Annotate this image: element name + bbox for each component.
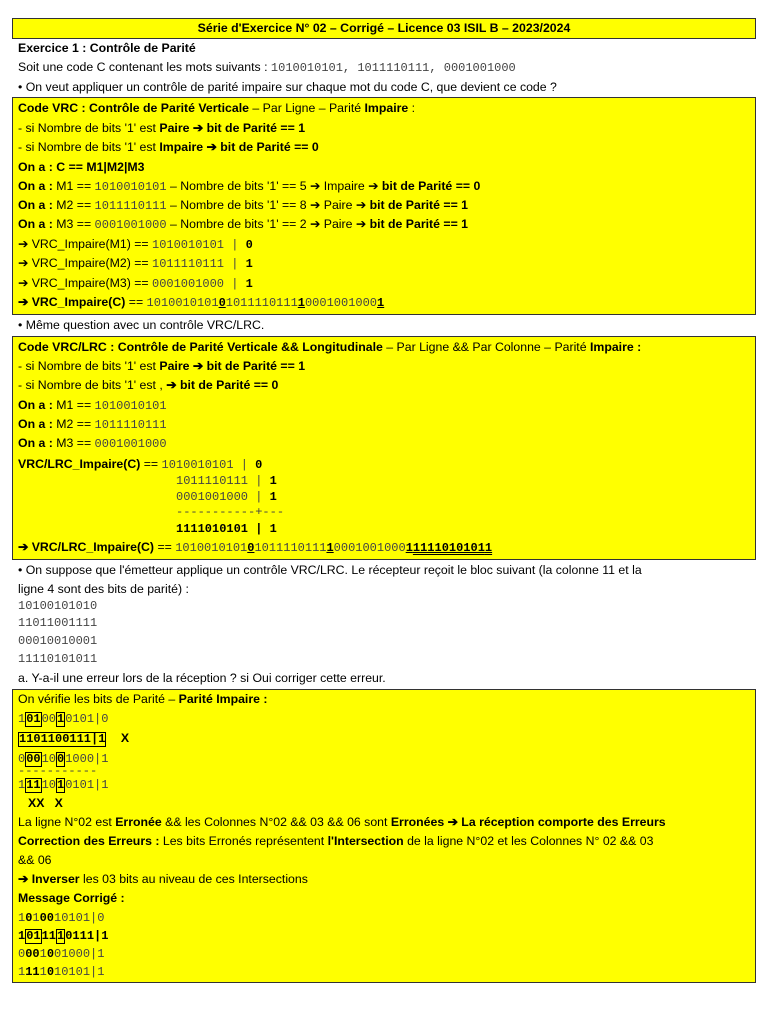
vrc-title-rest: – Par Ligne – Parité	[248, 101, 365, 115]
code-part: 1111010101	[412, 541, 485, 555]
vrc-code-def	[18, 158, 144, 177]
code-part: 0001001000	[304, 296, 377, 310]
vrc-title-bold: Code VRC : Contrôle de Parité Verticale	[18, 101, 249, 115]
check-row-1: 1010010101|0	[18, 712, 109, 726]
m1-count: – Nombre de bits '1' == 5 ➔ Impaire ➔	[166, 179, 382, 193]
lrc-title	[18, 338, 641, 357]
vrc-title-tail: Impaire	[364, 101, 409, 115]
correction-line	[18, 832, 653, 851]
rule-value: == 1	[277, 121, 306, 135]
matrix-label: VRC/LRC_Impaire(C)	[18, 457, 141, 471]
lrc-title-rest: – Par Ligne && Par Colonne – Parité	[382, 340, 590, 354]
parity-bit: 1	[405, 541, 413, 555]
block-row-3: 00010010001	[18, 634, 98, 648]
lrc-m1	[18, 396, 167, 415]
result-bit: 1	[245, 277, 253, 291]
corrected-row-4: 1111010101|1	[18, 965, 105, 979]
vrc-m2-line	[18, 196, 468, 215]
verify-text: On vérifie les bits de Parité –	[18, 692, 179, 706]
error-mark-row: X	[120, 731, 130, 745]
m1-bit: == 0	[452, 179, 481, 193]
result-value: 0001001000 |	[152, 277, 246, 291]
lrc-title-bold: Code VRC/LRC : Contrôle de Parité Verticale && Longitudinale	[18, 340, 383, 354]
m3-value: 0001001000	[94, 218, 167, 232]
check-separator: -----------	[18, 764, 98, 778]
check-row-3: 0001001000|1	[18, 752, 109, 766]
m1-label: M1 ==	[56, 179, 95, 193]
result-label: ➔ VRC/LRC_Impaire(C)	[18, 540, 155, 554]
conclusion-result: ➔ La réception comporte des Erreurs	[444, 815, 666, 829]
correction-text: Les bits Erronés représentent	[162, 834, 328, 848]
ona-label: On a :	[18, 436, 57, 450]
question-3-cont: ligne 4 sont des bits de parité) :	[18, 582, 189, 596]
m2-label: M2 ==	[56, 417, 95, 431]
m2-value: 1011110111	[94, 199, 167, 213]
message-corrected-label: Message Corrigé :	[18, 891, 125, 905]
result-label: ➔ VRC_Impaire(M2) ==	[18, 256, 152, 270]
vrc-result-m3	[18, 274, 253, 293]
verify-line	[18, 690, 267, 709]
rule-text: - si Nombre de bits '1' est	[18, 140, 160, 154]
rule-text: - si Nombre de bits '1' est ,	[18, 378, 167, 392]
m2-result: bit de Parité	[369, 198, 440, 212]
lrc-final	[18, 538, 492, 557]
question-a: a. Y-a-il une erreur lors de la réception ? si Oui corriger cette erreur.	[18, 671, 386, 685]
code-part: 1010010101	[146, 296, 219, 310]
vrc-m3-line	[18, 215, 468, 234]
ona-label: On a :	[18, 217, 57, 231]
vrc-rule-1	[18, 119, 305, 138]
correction-label: Correction des Erreurs :	[18, 834, 163, 848]
ona-label: On a :	[18, 417, 57, 431]
lrc-title-tail: Impaire :	[589, 340, 642, 354]
code-part: 1011110111	[254, 541, 327, 555]
check-row-2: 1101100111|1 X	[19, 731, 130, 746]
m3-label: M3 ==	[56, 436, 95, 450]
result-label: ➔ VRC_Impaire(C)	[18, 295, 126, 309]
m3-result: bit de Parité	[369, 217, 440, 231]
rule-result: ➔ bit de Parité	[189, 121, 278, 135]
rule-result: ➔ bit de Parité	[189, 359, 278, 373]
block-row-1: 10100101010	[18, 599, 98, 613]
lrc-rule-1	[18, 357, 305, 376]
parity-bit: 0	[218, 296, 226, 310]
vrc-title	[18, 99, 415, 118]
intro-line	[18, 58, 516, 77]
rule-text: - si Nombre de bits '1' est	[18, 359, 160, 373]
question-1: • On veut appliquer un contrôle de parité impaire sur chaque mot du code C, que devient ce code ?	[18, 80, 557, 94]
lrc-matrix-row-4: 1111010101 | 1	[176, 522, 277, 536]
matrix-parity: 1	[269, 490, 277, 504]
page-title: Série d'Exercice N° 02 – Corrigé – Licence 03 ISIL B – 2023/2024	[12, 18, 756, 39]
result-bit: 0	[245, 238, 253, 252]
check-row-4: 1111010101|1	[18, 778, 109, 792]
question-3: • On suppose que l'émetteur applique un contrôle VRC/LRC. Le récepteur reçoit le bloc suivant (la colonne 11 et la	[18, 563, 642, 577]
result-label: ➔ VRC_Impaire(M3) ==	[18, 276, 152, 290]
vrc-m1-line	[18, 177, 480, 196]
m1-label: M1 ==	[56, 398, 95, 412]
m3-count: – Nombre de bits '1' == 2 ➔ Paire ➔	[166, 217, 370, 231]
ona-label: On a :	[18, 179, 57, 193]
corrected-row-3: 0001001000|1	[18, 947, 105, 961]
matrix-eq: ==	[140, 457, 162, 471]
block-row-2: 11011001111	[18, 616, 98, 630]
correction-line-cont: && 06	[18, 853, 52, 867]
ona-label: On a :	[18, 398, 57, 412]
conclusion-cols: && les Colonnes N°02 && 03 && 06 sont	[161, 815, 391, 829]
parity-bit: 1	[377, 296, 385, 310]
question-2: • Même question avec un contrôle VRC/LRC.	[18, 318, 265, 332]
rule-value: == 0	[250, 378, 279, 392]
matrix-parity: 1	[269, 474, 277, 488]
m1-result: bit de Parité	[381, 179, 453, 193]
matrix-row: 0001001000 |	[176, 490, 270, 504]
code-part: 0001001000	[333, 541, 406, 555]
error-mark-cols: XX X	[28, 796, 63, 810]
rule-value: == 0	[290, 140, 319, 154]
rule-parity: Impaire	[159, 140, 204, 154]
correction-rest: de la ligne N°02 et les Colonnes N° 02 && 03	[403, 834, 654, 848]
vrc-rule-2	[18, 138, 319, 157]
intro-text: Soit une code C contenant les mots suivants :	[18, 60, 271, 74]
m1-value: 1010010101	[94, 399, 167, 413]
code-part: 1010010101	[175, 541, 248, 555]
parity-bit: 1	[484, 541, 493, 555]
vrc-result-m2	[18, 254, 253, 273]
matrix-row: 1011110111 |	[176, 474, 270, 488]
conclusion-text: La ligne N°02 est	[18, 815, 116, 829]
rule-parity: Paire	[159, 359, 190, 373]
result-eq: ==	[125, 295, 147, 309]
verify-parity: Parité Impaire :	[178, 692, 268, 706]
invert-line	[18, 870, 308, 889]
intro-words: 1010010101, 1011110111, 0001001000	[270, 61, 516, 75]
block-row-4: 11110101011	[18, 652, 98, 666]
result-bit: 1	[245, 257, 253, 271]
m2-label: M2 ==	[56, 198, 95, 212]
m2-value: 1011110111	[94, 418, 167, 432]
m2-count: – Nombre de bits '1' == 8 ➔ Paire ➔	[166, 198, 370, 212]
conclusion-erronee: Erronée	[115, 815, 162, 829]
rule-result: ➔ bit de Parité	[203, 140, 291, 154]
result-eq: ==	[154, 540, 176, 554]
ona-label: On a :	[18, 198, 57, 212]
lrc-rule-2	[18, 376, 278, 395]
result-label: ➔ VRC_Impaire(M1) ==	[18, 237, 152, 251]
m3-value: 0001001000	[94, 437, 167, 451]
result-value: 1011110111 |	[152, 257, 246, 271]
code-part: 1011110111	[225, 296, 298, 310]
exercise-heading: Exercice 1 : Contrôle de Parité	[18, 41, 196, 55]
parity-bit: 0	[247, 541, 255, 555]
vrc-result-code	[18, 293, 384, 312]
vrc-title-colon: :	[408, 101, 416, 115]
parity-bit: 1	[326, 541, 334, 555]
invert-label: ➔ Inverser	[18, 872, 80, 886]
rule-text: - si Nombre de bits '1' est	[18, 121, 160, 135]
m1-value: 1010010101	[94, 180, 167, 194]
rule-value: == 1	[277, 359, 306, 373]
correction-intersection: l'Intersection	[327, 834, 404, 848]
lrc-m3	[18, 434, 167, 453]
matrix-row: 1010010101 |	[161, 458, 256, 472]
m2-bit: == 1	[439, 198, 469, 212]
ona-label: On a :	[18, 160, 57, 174]
m3-bit: == 1	[439, 217, 469, 231]
matrix-parity: 0	[255, 458, 263, 472]
result-value: 1010010101 |	[152, 238, 246, 252]
code-def: C == M1|M2|M3	[56, 160, 145, 174]
conclusion-erronees: Erronées	[390, 815, 445, 829]
parity-bit: 1	[297, 296, 305, 310]
lrc-m2	[18, 415, 167, 434]
invert-text: les 03 bits au niveau de ces Intersections	[79, 872, 308, 886]
lrc-matrix-separator: -----------+---	[176, 505, 285, 519]
conclusion-line	[18, 813, 666, 832]
m3-label: M3 ==	[56, 217, 95, 231]
vrc-result-m1	[18, 235, 253, 254]
corrected-row-2: 1011110111|1	[18, 929, 109, 943]
rule-parity: Paire	[159, 121, 190, 135]
corrected-row-1: 1010010101|0	[18, 911, 105, 925]
rule-result: ➔ bit de Parité	[166, 378, 251, 392]
